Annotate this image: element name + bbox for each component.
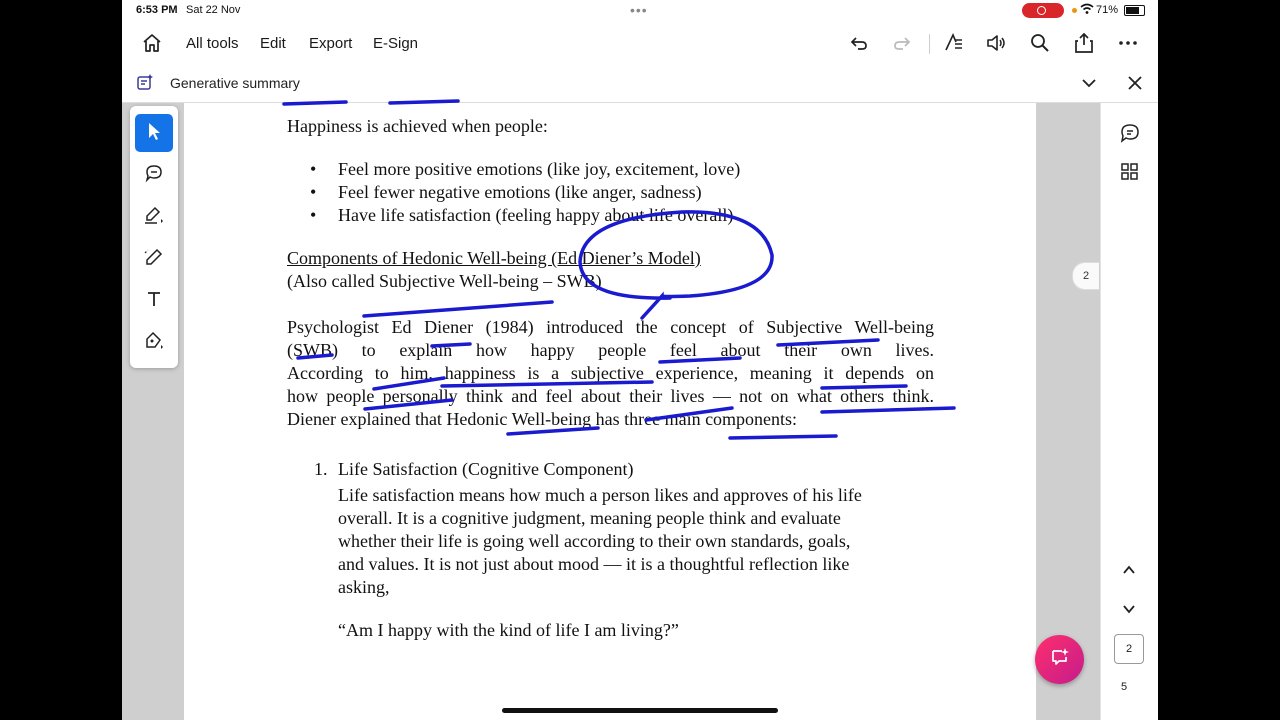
current-page-box[interactable]: 2 <box>1114 634 1144 664</box>
wifi-icon <box>1080 3 1094 18</box>
redo-icon[interactable] <box>890 32 914 54</box>
item-title: Life Satisfaction (Cognitive Component) <box>338 459 634 479</box>
status-date: Sat 22 Nov <box>186 4 241 16</box>
text-icon <box>145 290 163 313</box>
search-icon[interactable] <box>1028 32 1052 54</box>
document-page[interactable] <box>184 103 1036 720</box>
bullet-item-3: Have life satisfaction (feeling happy about life overall) <box>338 205 734 225</box>
home-indicator[interactable] <box>502 708 778 713</box>
home-icon[interactable] <box>140 32 164 54</box>
multitask-dots-icon[interactable]: ••• <box>630 2 648 18</box>
paragraph-line-3: According to him, happiness is a subjective experience, meaning it depends on <box>287 363 934 383</box>
menu-edit[interactable]: Edit <box>260 35 286 52</box>
chevron-down-icon[interactable] <box>1080 74 1098 97</box>
item-body-line-3: whether their life is going well according to their own standards, goals, <box>338 531 851 551</box>
list-number: 1. <box>314 459 328 479</box>
select-tool-button[interactable] <box>135 114 173 152</box>
paragraph-line-4: how people personally think and feel about their lives — not on what others think. <box>287 386 934 406</box>
item-body-line-1: Life satisfaction means how much a person likes and approves of his life <box>338 485 862 505</box>
text-tool-button[interactable] <box>135 282 173 320</box>
bullet-icon: • <box>310 205 317 225</box>
paragraph-line-2: (SWB) to explain how happy people feel about their own lives. <box>287 340 934 360</box>
highlighter-icon <box>143 205 165 230</box>
right-rail <box>1100 103 1158 720</box>
chevron-up-icon[interactable] <box>1121 562 1137 583</box>
pencil-icon <box>143 247 165 272</box>
doc-intro: Happiness is achieved when people: <box>287 116 548 136</box>
battery-icon <box>1124 5 1145 16</box>
total-pages: 5 <box>1121 681 1128 693</box>
battery-percent: 71% <box>1096 4 1119 16</box>
bullet-icon: • <box>310 182 317 202</box>
comment-icon <box>144 163 164 188</box>
cursor-icon <box>145 121 163 146</box>
paragraph-line-1: Psychologist Ed Diener (1984) introduced the concept of Subjective Well-being <box>287 317 934 337</box>
undo-icon[interactable] <box>847 32 871 54</box>
draw-tool-button[interactable] <box>135 240 173 278</box>
share-icon[interactable] <box>1072 32 1096 54</box>
chevron-down-icon[interactable] <box>1121 601 1137 622</box>
pen-sign-icon <box>143 331 165 356</box>
item-body-line-5: asking, <box>338 577 390 597</box>
comments-panel-icon[interactable] <box>1119 122 1141 149</box>
status-time: 6:53 PM <box>136 4 178 16</box>
quote: “Am I happy with the kind of life I am living?” <box>338 620 679 640</box>
item-body-line-4: and values. It is not just about mood — it is a thoughtful reflection like <box>338 554 850 574</box>
annotation-toolbar <box>130 106 178 368</box>
thumbnails-icon[interactable] <box>1119 161 1141 188</box>
more-icon[interactable] <box>1116 32 1140 54</box>
generative-summary-bar[interactable] <box>122 64 1158 103</box>
close-icon[interactable] <box>1126 74 1144 97</box>
menu-esign[interactable]: E-Sign <box>373 35 419 52</box>
sign-tool-button[interactable] <box>135 324 173 362</box>
generative-summary-label: Generative summary <box>170 75 300 91</box>
highlight-tool-button[interactable] <box>135 198 173 236</box>
read-aloud-icon[interactable] <box>984 32 1008 54</box>
menu-all-tools[interactable]: All tools <box>186 35 239 52</box>
toolbar-divider <box>929 34 930 54</box>
section-heading: Components of Hedonic Well-being (Ed Diener’s Model) <box>287 248 701 268</box>
app-window <box>122 0 1158 720</box>
bullet-icon: • <box>310 159 317 179</box>
comment-tool-button[interactable] <box>135 156 173 194</box>
section-subheading: (Also called Subjective Well-being – SWB) <box>287 271 602 291</box>
bullet-item-2: Feel fewer negative emotions (like anger, sadness) <box>338 182 702 202</box>
read-mode-icon[interactable] <box>941 32 965 54</box>
page-indicator-tab[interactable]: 2 <box>1072 262 1099 290</box>
mic-indicator-icon <box>1072 8 1077 13</box>
menu-export[interactable]: Export <box>309 35 353 52</box>
paragraph-line-5: Diener explained that Hedonic Well-being has three main components: <box>287 409 798 429</box>
screen-record-icon[interactable] <box>1022 3 1064 18</box>
status-bar <box>122 0 1158 22</box>
ai-summary-icon <box>136 73 154 96</box>
top-toolbar <box>122 22 1158 65</box>
ai-chat-icon <box>1049 646 1071 673</box>
item-body-line-2: overall. It is a cognitive judgment, meaning people think and evaluate <box>338 508 841 528</box>
ai-assistant-button[interactable] <box>1035 635 1084 684</box>
bullet-item-1: Feel more positive emotions (like joy, excitement, love) <box>338 159 741 179</box>
